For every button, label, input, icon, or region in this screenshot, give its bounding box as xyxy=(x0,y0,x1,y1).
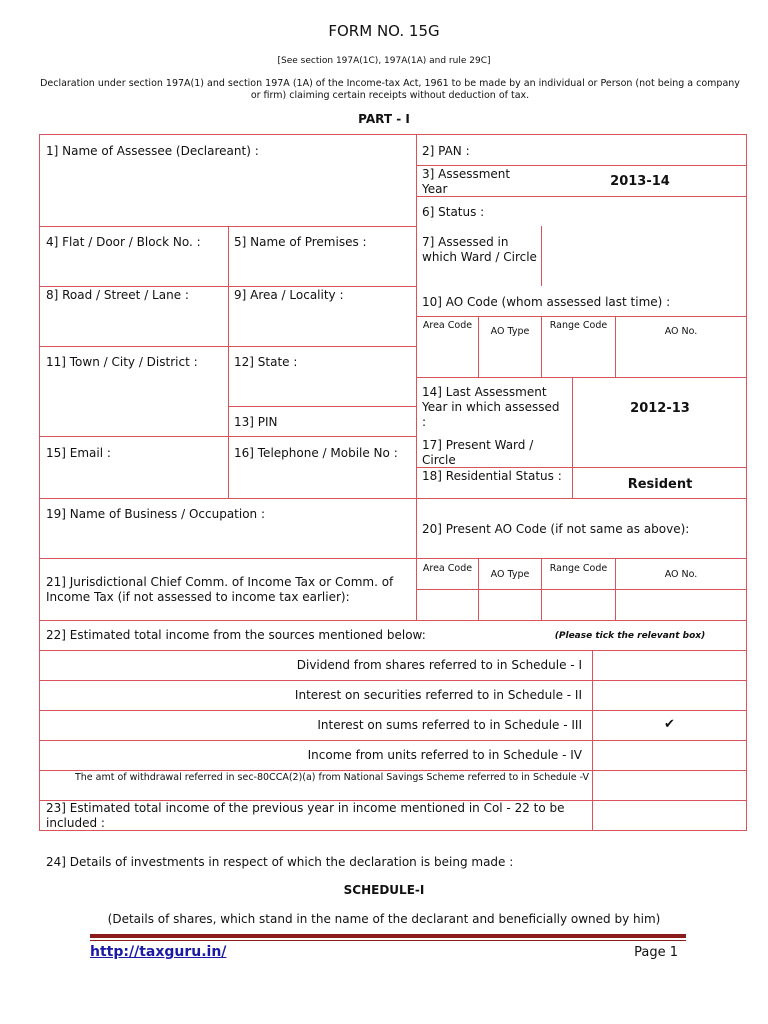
field-email: 15] Email : xyxy=(46,446,111,460)
schedule-row-4-label: Income from units referred to in Schedule - IV xyxy=(307,748,582,762)
estimated-total-income-input[interactable] xyxy=(593,801,746,830)
page-number: Page 1 xyxy=(634,945,678,960)
field-assessment-year: 3] Assessment Year xyxy=(422,167,511,196)
form-subtitle: [See section 197A(1C), 197A(1A) and rule 29C] xyxy=(277,56,491,66)
field-telephone: 16] Telephone / Mobile No : xyxy=(234,446,398,460)
present-ao-no-label: AO No. xyxy=(664,569,698,580)
ao-range-code-label: Range Code xyxy=(549,320,608,331)
field-pin: 13] PIN xyxy=(234,415,278,429)
field-jurisdictional-commissioner: 21] Jurisdictional Chief Comm. of Income Tax or Comm. of Income Tax (if not assessed to income tax earlier): xyxy=(46,575,394,604)
declaration-text: Declaration under section 197A(1) and section 197A (1A) of the Income-tax Act, 1961 to be made by an individual or Person (not being a company or firm) claiming certain receipts without deduction of tax. xyxy=(40,78,740,101)
taxguru-link[interactable]: http://taxguru.in/ xyxy=(90,944,227,960)
ao-area-code-label: Area Code xyxy=(422,320,473,331)
field-name-of-assessee: 1] Name of Assessee (Declareant) : xyxy=(46,144,259,158)
present-ao-area-code-label: Area Code xyxy=(422,563,473,574)
field-business-occupation: 19] Name of Business / Occupation : xyxy=(46,507,266,521)
field-state: 12] State : xyxy=(234,355,298,369)
field-present-ao-code: 20] Present AO Code (if not same as above): xyxy=(422,522,690,536)
residential-status-value: Resident xyxy=(627,477,693,492)
footer-rule-thick xyxy=(90,934,686,938)
field-status: 6] Status : xyxy=(422,205,485,219)
present-ao-range-code-label: Range Code xyxy=(549,563,608,574)
schedule-row-2-label: Interest on securities referred to in Schedule - II xyxy=(294,688,582,702)
field-area-locality: 9] Area / Locality : xyxy=(234,288,344,302)
field-estimated-total-income: 23] Estimated total income of the previous year in income mentioned in Col - 22 to be included : xyxy=(46,801,565,830)
schedule-row-3-label: Interest on sums referred to in Schedule - III xyxy=(317,718,582,732)
ao-no-label: AO No. xyxy=(664,326,698,337)
schedule-row-5-label: The amt of withdrawal referred in sec-80CCA(2)(a) from National Savings Scheme referred to in Schedule -V xyxy=(74,772,589,783)
part-heading: PART - I xyxy=(358,112,410,126)
field-town-city: 11] Town / City / District : xyxy=(46,355,198,369)
schedule-row-3-checkbox[interactable]: ✔ xyxy=(664,717,675,732)
assessment-year-value: 2013-14 xyxy=(610,174,670,189)
field-pan: 2] PAN : xyxy=(422,144,470,158)
field-present-ward: 17] Present Ward / Circle xyxy=(422,438,534,467)
footer-rule-thin xyxy=(90,940,686,941)
ao-type-label: AO Type xyxy=(490,326,530,337)
schedule-row-1-checkbox[interactable] xyxy=(593,651,746,680)
field-last-assessment-year: 14] Last Assessment Year in which assessed : xyxy=(422,385,560,429)
schedule-row-5-checkbox[interactable] xyxy=(593,771,746,800)
field-premises: 5] Name of Premises : xyxy=(234,235,367,249)
field-estimated-income: 22] Estimated total income from the sources mentioned below: xyxy=(46,628,426,642)
schedule-row-4-checkbox[interactable] xyxy=(593,741,746,770)
field-ao-code: 10] AO Code (whom assessed last time) : xyxy=(422,295,671,309)
schedule-heading: SCHEDULE-I xyxy=(343,883,425,897)
field-ward-circle: 7] Assessed in which Ward / Circle xyxy=(422,235,537,264)
tick-note: (Please tick the relevant box) xyxy=(554,631,706,641)
field-flat-door: 4] Flat / Door / Block No. : xyxy=(46,235,201,249)
field-residential-status: 18] Residential Status : xyxy=(422,469,562,483)
last-assessment-year-value: 2012-13 xyxy=(630,401,690,416)
schedule-row-1-label: Dividend from shares referred to in Schedule - I xyxy=(296,658,582,672)
present-ao-type-label: AO Type xyxy=(490,569,530,580)
form-title: FORM NO. 15G xyxy=(328,22,440,40)
field-road-street: 8] Road / Street / Lane : xyxy=(46,288,189,302)
investments-details-label: 24] Details of investments in respect of which the declaration is being made : xyxy=(46,855,514,869)
schedule-row-2-checkbox[interactable] xyxy=(593,681,746,710)
schedule-note: (Details of shares, which stand in the name of the declarant and beneficially owned by him) xyxy=(107,912,661,926)
